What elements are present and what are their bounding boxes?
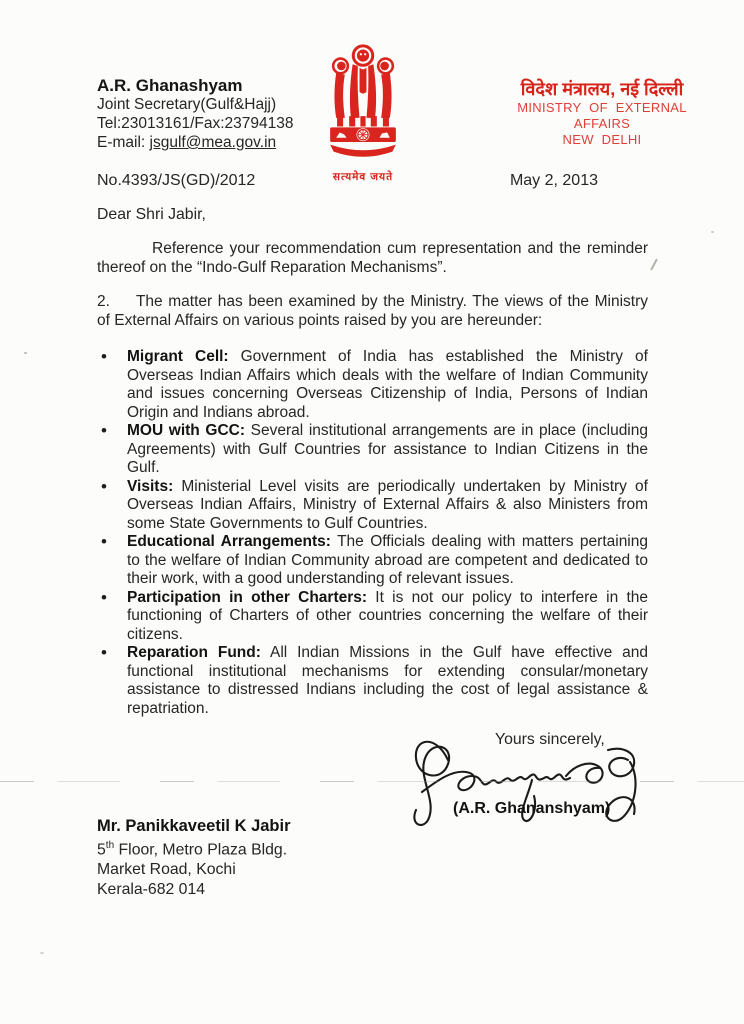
list-item-mou-gcc [127,422,648,478]
list-item-migrant-cell [127,348,648,422]
signatory-name: (A.R. Ghananshyam) [453,800,611,817]
recipient-address-line1 [97,836,291,860]
scan-speck [711,231,714,233]
points-list [97,348,648,718]
emblem-motto: सत्यमेव जयते [332,171,394,183]
ministry-name-english: MINISTRY OF EXTERNAL AFFAIRS [517,100,687,131]
stray-pen-mark [650,258,658,270]
sender-title: Joint Secretary(Gulf&Hajj) [97,96,277,113]
sender-email-line [97,133,294,152]
letter-body [97,240,648,718]
list-item-participation [127,589,648,645]
paragraph-examined-text: The matter has been examined by the Ministry. The views of the Ministry of External Affairs on various points raised by you are hereunder: [97,293,648,329]
bullet-text: Ministerial Level visits are periodically undertaken by Ministry of Overseas Indian Affairs, Ministry of External Affairs & also Ministers from some State Governments to Gulf Countries. [127,477,648,532]
bullet-label: Educational Arrangements: [127,533,331,550]
bullet-text: It is not our policy to interfere in the functioning of Charters of other countries concerning the welfare of their citizens. [127,588,649,643]
bullet-text: Government of India has established the Ministry of Overseas Indian Affairs which deals with the welfare of Indian Community and issues concerning Overseas Citizenship of India, Persons of Indian Origin and Indians abroad. [127,348,648,421]
letter-date: May 2, 2013 [509,172,598,189]
emblem-block [321,40,405,184]
sender-block [97,76,294,152]
salutation: Dear Shri Jabir, [97,206,206,223]
list-item-educational [127,533,648,589]
scan-speck [24,352,27,354]
state-emblem-icon [324,40,402,168]
scan-speck [40,952,44,954]
building: Floor, Metro Plaza Bldg. [114,841,288,859]
recipient-address-line3: Kerala-682 014 [97,881,206,899]
sender-telephone: Tel:23013161/Fax:23794138 [97,115,294,132]
scan-fold-line [0,781,744,782]
reference-row [97,172,648,190]
ministry-block [486,78,718,148]
ministry-city: NEW DELHI [562,132,642,147]
bullet-text: The Officials dealing with matters pertaining to the welfare of Indian Community abroad are competent and dedicated to their work, with a good understanding of relevant issues. [127,533,648,587]
bullet-text: Several institutional arrangements are in place (including Agreements) with Gulf Countries for assistance to Indian Citizens in the Gulf. [127,422,648,476]
recipient-block [97,816,291,900]
list-item-reparation-fund [127,644,648,718]
recipient-address-line2: Market Road, Kochi [97,861,236,879]
bullet-label: Reparation Fund: [127,644,261,661]
bullet-label: Participation in other Charters: [127,588,368,606]
floor-ordinal: th [105,840,115,851]
floor-number: 5 [97,841,106,859]
email-address: jsgulf@mea.gov.in [149,134,277,151]
email-label: E-mail: [97,134,150,151]
valediction: Yours sincerely, [495,731,605,748]
sender-name: A.R. Ghanashyam [97,76,243,95]
recipient-name: Mr. Panikkaveetil K Jabir [97,817,291,835]
bullet-label: Visits: [127,477,174,495]
bullet-label: Migrant Cell: [127,348,229,365]
bullet-text: All Indian Missions in the Gulf have effective and functional institutional mechanisms for extending consular/monetary assistance to distressed Indians including the cost of legal assistance & repatriation. [127,644,648,717]
paragraph-examined [97,293,648,330]
paragraph-reference: Reference your recommendation cum representation and the reminder thereof on the “Indo-Gulf Reparation Mechanisms”. [97,240,648,276]
paragraph-number: 2. [97,293,110,310]
reference-number: No.4393/JS(GD)/2012 [97,172,256,189]
ministry-name-hindi: विदेश मंत्रालय, नई दिल्ली [520,79,684,99]
list-item-visits [127,478,648,534]
bullet-label: MOU with GCC: [127,422,246,439]
